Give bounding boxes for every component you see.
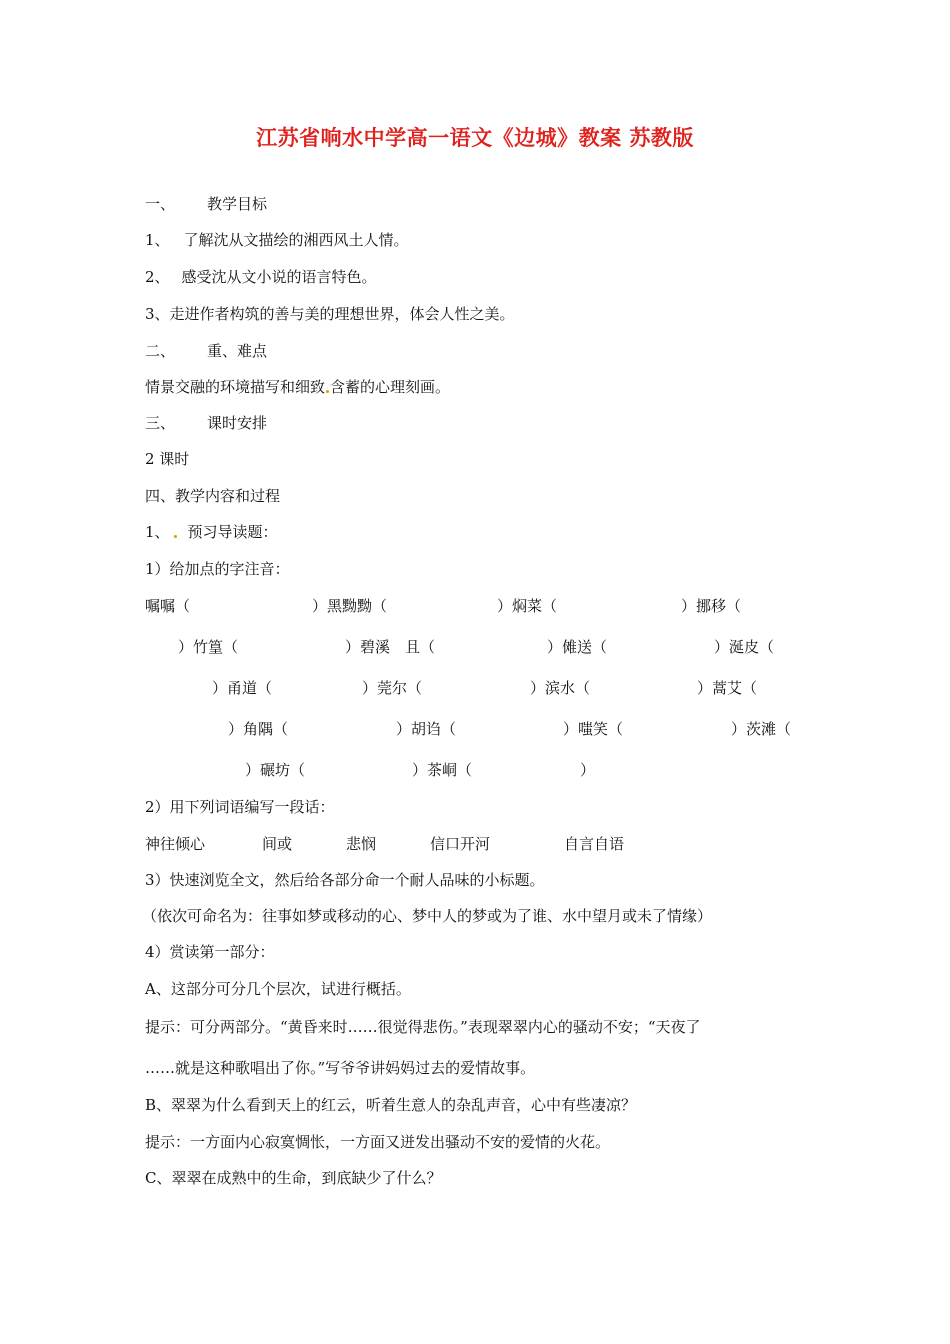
section-heading-content: 四、教学内容和过程 xyxy=(145,487,281,505)
item-text: 了解沈从文描绘的湘西风土人情。 xyxy=(183,231,409,249)
pinyin-cell: ）莞尔（ xyxy=(362,679,423,697)
keypoint-text-a: 情景交融的环境描写和细致 xyxy=(145,378,326,396)
keypoint-text-b: 含蓄的心理刻画。 xyxy=(330,378,451,396)
section-number: 三、 xyxy=(145,414,176,432)
pinyin-cell: ）焖菜（ xyxy=(497,597,558,615)
pinyin-cell: ）滨水（ xyxy=(530,679,591,697)
item-text: 感受沈从文小说的语言特色。 xyxy=(181,268,377,286)
pinyin-cell: ）茨滩（ xyxy=(731,720,792,738)
section-heading-schedule xyxy=(145,413,267,433)
dot-mark xyxy=(174,535,177,538)
vocab-word: 悲悯 xyxy=(346,835,377,853)
vocab-word: 间或 xyxy=(262,835,293,853)
question-1: 1）给加点的字注音： xyxy=(145,560,290,578)
goal-item-3: 3、走进作者构筑的善与美的理想世界，体会人性之美。 xyxy=(145,305,515,323)
pinyin-cell: ）竹篁（ xyxy=(178,638,239,656)
question-4: 4）赏读第一部分： xyxy=(145,943,275,961)
pinyin-cell: ）碧溪 且（ xyxy=(345,638,436,656)
pinyin-cell: ）胡诌（ xyxy=(396,720,457,738)
pinyin-cell: ）挪移（ xyxy=(681,597,742,615)
question-c: C、翠翠在成熟中的生命，到底缺少了什么？ xyxy=(145,1169,442,1187)
keypoint-text xyxy=(145,377,450,397)
question-2: 2）用下列词语编写一段话： xyxy=(145,798,335,816)
vocab-word: 神往倾心 xyxy=(145,835,206,853)
pinyin-cell: ）傩送（ xyxy=(547,638,608,656)
pinyin-cell: ）蒿艾（ xyxy=(697,679,758,697)
pinyin-cell: ）角隅（ xyxy=(228,720,289,738)
section-text: 课时安排 xyxy=(207,414,268,432)
question-b: B、翠翠为什么看到天上的红云，听着生意人的杂乱声音，心中有些凄凉？ xyxy=(145,1096,637,1114)
section-number: 一、 xyxy=(145,195,176,213)
item-number: 2、 xyxy=(145,268,170,286)
item-number: 1、 xyxy=(145,523,170,541)
vocab-word: 信口开河 xyxy=(430,835,491,853)
section-heading-keypoints xyxy=(145,341,267,361)
pinyin-cell: ）碾坊（ xyxy=(245,761,306,779)
dot-mark xyxy=(326,390,329,393)
pinyin-cell: ）茶峒（ xyxy=(412,761,473,779)
question-a: A、这部分可分几个层次，试进行概括。 xyxy=(145,980,411,998)
pinyin-cell: 嘱嘱（ xyxy=(145,597,191,615)
step-preview xyxy=(145,522,278,542)
class-hours: 2 课时 xyxy=(145,450,190,468)
item-text: 预习导读题： xyxy=(187,523,278,541)
pinyin-cell: ）黑黝黝（ xyxy=(312,597,388,615)
section-heading-goals xyxy=(145,194,267,214)
document-title: 江苏省响水中学高一语文《边城》教案 苏教版 xyxy=(256,125,694,150)
goal-item-1 xyxy=(145,230,409,250)
section-text: 重、难点 xyxy=(207,342,268,360)
hint-a-line-2: ……就是这种歌唱出了你。”写爷爷讲妈妈过去的爱情故事。 xyxy=(145,1059,536,1077)
goal-item-2 xyxy=(145,267,377,287)
item-number: 1、 xyxy=(145,231,170,249)
hint-a-line-1: 提示：可分两部分。“黄昏来时……很觉得悲伤。”表现翠翠内心的骚动不安；“天夜了 xyxy=(145,1018,701,1036)
question-3: 3）快速浏览全文，然后给各部分命一个耐人品味的小标题。 xyxy=(145,871,545,889)
pinyin-cell: ）嗤笑（ xyxy=(563,720,624,738)
section-number: 二、 xyxy=(145,342,176,360)
question-3-answer: （依次可命名为：往事如梦或移动的心、梦中人的梦或为了谁、水中望月或未了情缘） xyxy=(142,907,713,925)
hint-b: 提示：一方面内心寂寞惆怅，一方面又迸发出骚动不安的爱情的火花。 xyxy=(145,1133,611,1151)
pinyin-cell: ）涎皮（ xyxy=(714,638,775,656)
section-text: 教学目标 xyxy=(207,195,268,213)
pinyin-cell: ） xyxy=(580,761,596,779)
pinyin-cell: ）甬道（ xyxy=(212,679,273,697)
vocab-word: 自言自语 xyxy=(564,835,625,853)
